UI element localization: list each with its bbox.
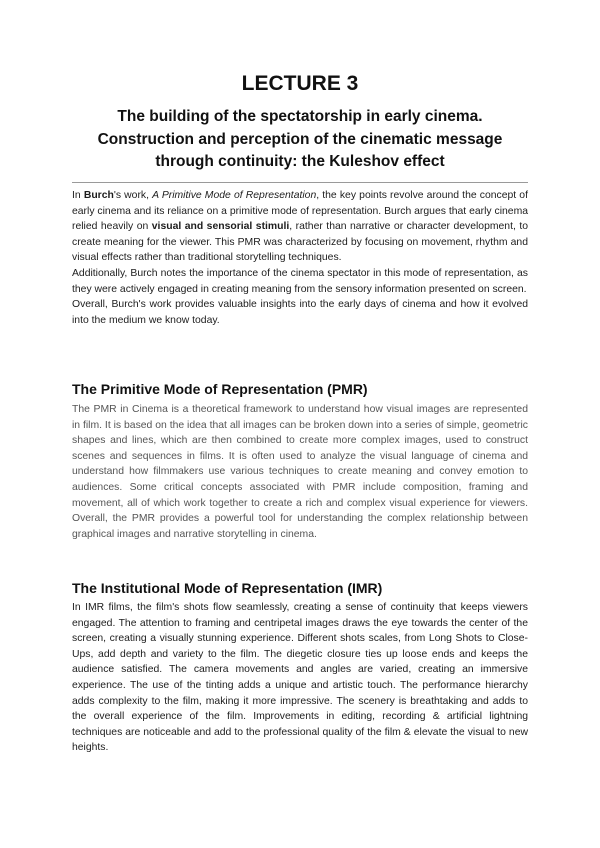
- pmr-body: The PMR in Cinema is a theoretical framework to understand how visual images are represented in film. It is based on the idea that all images can be broken down into a series of simple, geometric shapes and lines, which are then combined to create more complex images, used to construct scenes and sequences in films. It is often used to analyze the visual language of cinema and understand how filmmakers use various techniques to create meaning and convey emotion to audiences. Some critical concepts associated with PMR include composition, framing and movement, all of which work together to create a rich and complex visual experience for viewers. Overall, the PMR provides a powerful tool for understanding the complex relationship between graphical images and narrative storytelling in cinema.: [72, 404, 528, 540]
- subtitle-line-1: The building of the spectatorship in early cinema.: [117, 108, 483, 125]
- book-title: A Primitive Mode of Representation: [152, 190, 317, 201]
- lecture-subtitle: [0, 106, 600, 174]
- author-name: Burch: [83, 190, 114, 201]
- imr-body: In IMR films, the film's shots flow seamlessly, creating a sense of continuity that keeps viewers engaged. The attention to framing and centripetal images draws the eye towards the center of the screen, creating a visually stunning experience. Different shots scales, from Long Shots to Close-Ups, add depth and variety to the film. The diegetic closure ties up loose ends and keeps the audience satisfied. The camera movements and angles are varied, creating an immersive experience. The use of the tinting adds a unique and artistic touch. The performance hierarchy adds complexity to the film, making it more impressive. The scenery is breathtaking and adds to the overall experience of the film. Improvements in editing, recording & artificial lightning techniques are noticeable and add to the professional quality of the film & elevate the visual to new heights.: [72, 602, 528, 754]
- pmr-heading: The Primitive Mode of Representation (PMR): [72, 381, 368, 397]
- intro-paragraph-3: Overall, Burch's work provides valuable insights into the early days of cinema and how it evolved into the medium we know today.: [72, 299, 528, 326]
- title-divider: [72, 182, 528, 183]
- subtitle-line-2: Construction and perception of the cinematic message: [97, 130, 503, 148]
- lecture-title: LECTURE 3: [241, 72, 359, 95]
- subtitle-line-3: through continuity: the Kuleshov effect: [155, 153, 445, 170]
- intro-paragraph-1: In Burch's work, A Primitive Mode of Representation, the key points revolve around the concept of early cinema and its reliance on a primitive mode of representation. Burch argues that early cinema relied heavily on visual and sensorial stimuli, rather than narrative or character development, to create meaning for the viewer. This PMR was characterized by focusing on movement, rhythm and visual effects rather than traditional storytelling techniques.: [72, 190, 528, 264]
- intro-paragraph-2: Additionally, Burch notes the importance of the cinema spectator in this mode of representation, as they were actively engaged in creating meaning from the sensory information presented on screen.: [72, 267, 528, 295]
- imr-heading: The Institutional Mode of Representation (IMR): [72, 580, 383, 596]
- emphasis-stimuli: visual and sensorial stimuli: [151, 221, 290, 233]
- intro-section: [72, 188, 528, 328]
